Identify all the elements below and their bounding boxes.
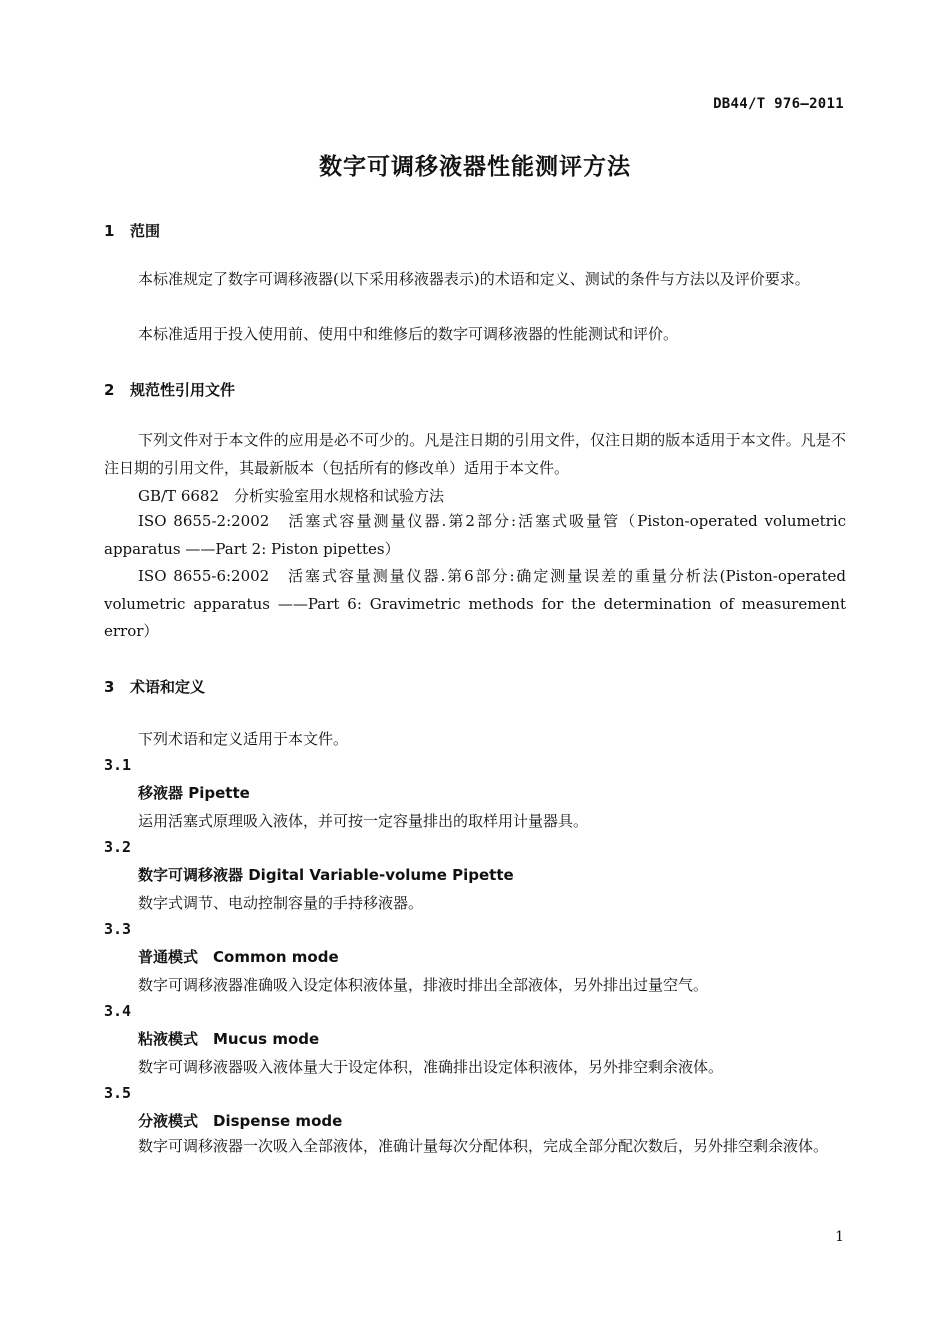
section-3-heading <box>104 676 205 697</box>
document-title: 数字可调移液器性能测评方法 <box>319 154 631 180</box>
term-3-5-number: 3.5 <box>104 1084 132 1102</box>
section-number: 3 <box>104 678 115 696</box>
terms-intro: 下列术语和定义适用于本文件。 <box>138 730 349 748</box>
term-3-4-title: 粘液模式 Mucus mode <box>138 1030 320 1048</box>
term-3-3-definition: 数字可调移液器准确吸入设定体积液体量，排液时排出全部液体，另外排出过量空气。 <box>138 976 709 994</box>
page-number: 1 <box>835 1229 844 1245</box>
section-title: 规范性引用文件 <box>130 381 236 399</box>
reference-iso-8655-2: ISO 8655-2:2002 活塞式容量测量仪器.第2部分:活塞式吸量管（Piston-operated volumetric apparatus ——Part 2: Piston pipettes） <box>104 512 846 558</box>
term-3-1-number: 3.1 <box>104 756 132 774</box>
section-title: 术语和定义 <box>130 678 206 696</box>
reference-iso-8655-6: ISO 8655-6:2002 活塞式容量测量仪器.第6部分:确定测量误差的重量分析法(Piston-operated volumetric apparatus ——Part 6: Gravimetric methods for the determination of measurement error） <box>104 567 846 640</box>
term-3-1-title: 移液器 Pipette <box>138 784 250 802</box>
scope-paragraph-2: 本标准适用于投入使用前、使用中和维修后的数字可调移液器的性能测试和评价。 <box>138 325 679 343</box>
term-3-5-title: 分液模式 Dispense mode <box>138 1112 343 1130</box>
term-3-2-number: 3.2 <box>104 838 132 856</box>
section-1-heading <box>104 220 160 241</box>
term-3-4-number: 3.4 <box>104 1002 132 1020</box>
term-3-4-definition: 数字可调移液器吸入液体量大于设定体积，准确排出设定体积液体，另外排空剩余液体。 <box>138 1058 724 1076</box>
standard-code: DB44/T 976—2011 <box>713 96 844 112</box>
term-3-3-title: 普通模式 Common mode <box>138 948 339 966</box>
section-2-heading <box>104 379 235 400</box>
normative-references-intro: 下列文件对于本文件的应用是必不可少的。凡是注日期的引用文件，仅注日期的版本适用于本文件。凡是不注日期的引用文件，其最新版本（包括所有的修改单）适用于本文件。 <box>104 431 846 477</box>
section-number: 2 <box>104 381 115 399</box>
term-3-2-definition: 数字式调节、电动控制容量的手持移液器。 <box>138 894 424 912</box>
section-number: 1 <box>104 222 115 240</box>
section-title: 范围 <box>130 222 161 240</box>
term-3-3-number: 3.3 <box>104 920 132 938</box>
term-3-1-definition: 运用活塞式原理吸入液体，并可按一定容量排出的取样用计量器具。 <box>138 812 589 830</box>
reference-gbt-6682: GB/T 6682 分析实验室用水规格和试验方法 <box>138 487 445 505</box>
term-3-2-title: 数字可调移液器 Digital Variable-volume Pipette <box>138 866 514 884</box>
term-3-5-definition: 数字可调移液器一次吸入全部液体，准确计量每次分配体积，完成全部分配次数后，另外排空剩余液体。 <box>138 1137 829 1155</box>
scope-paragraph-1: 本标准规定了数字可调移液器(以下采用移液器表示)的术语和定义、测试的条件与方法以及评价要求。 <box>138 270 810 288</box>
